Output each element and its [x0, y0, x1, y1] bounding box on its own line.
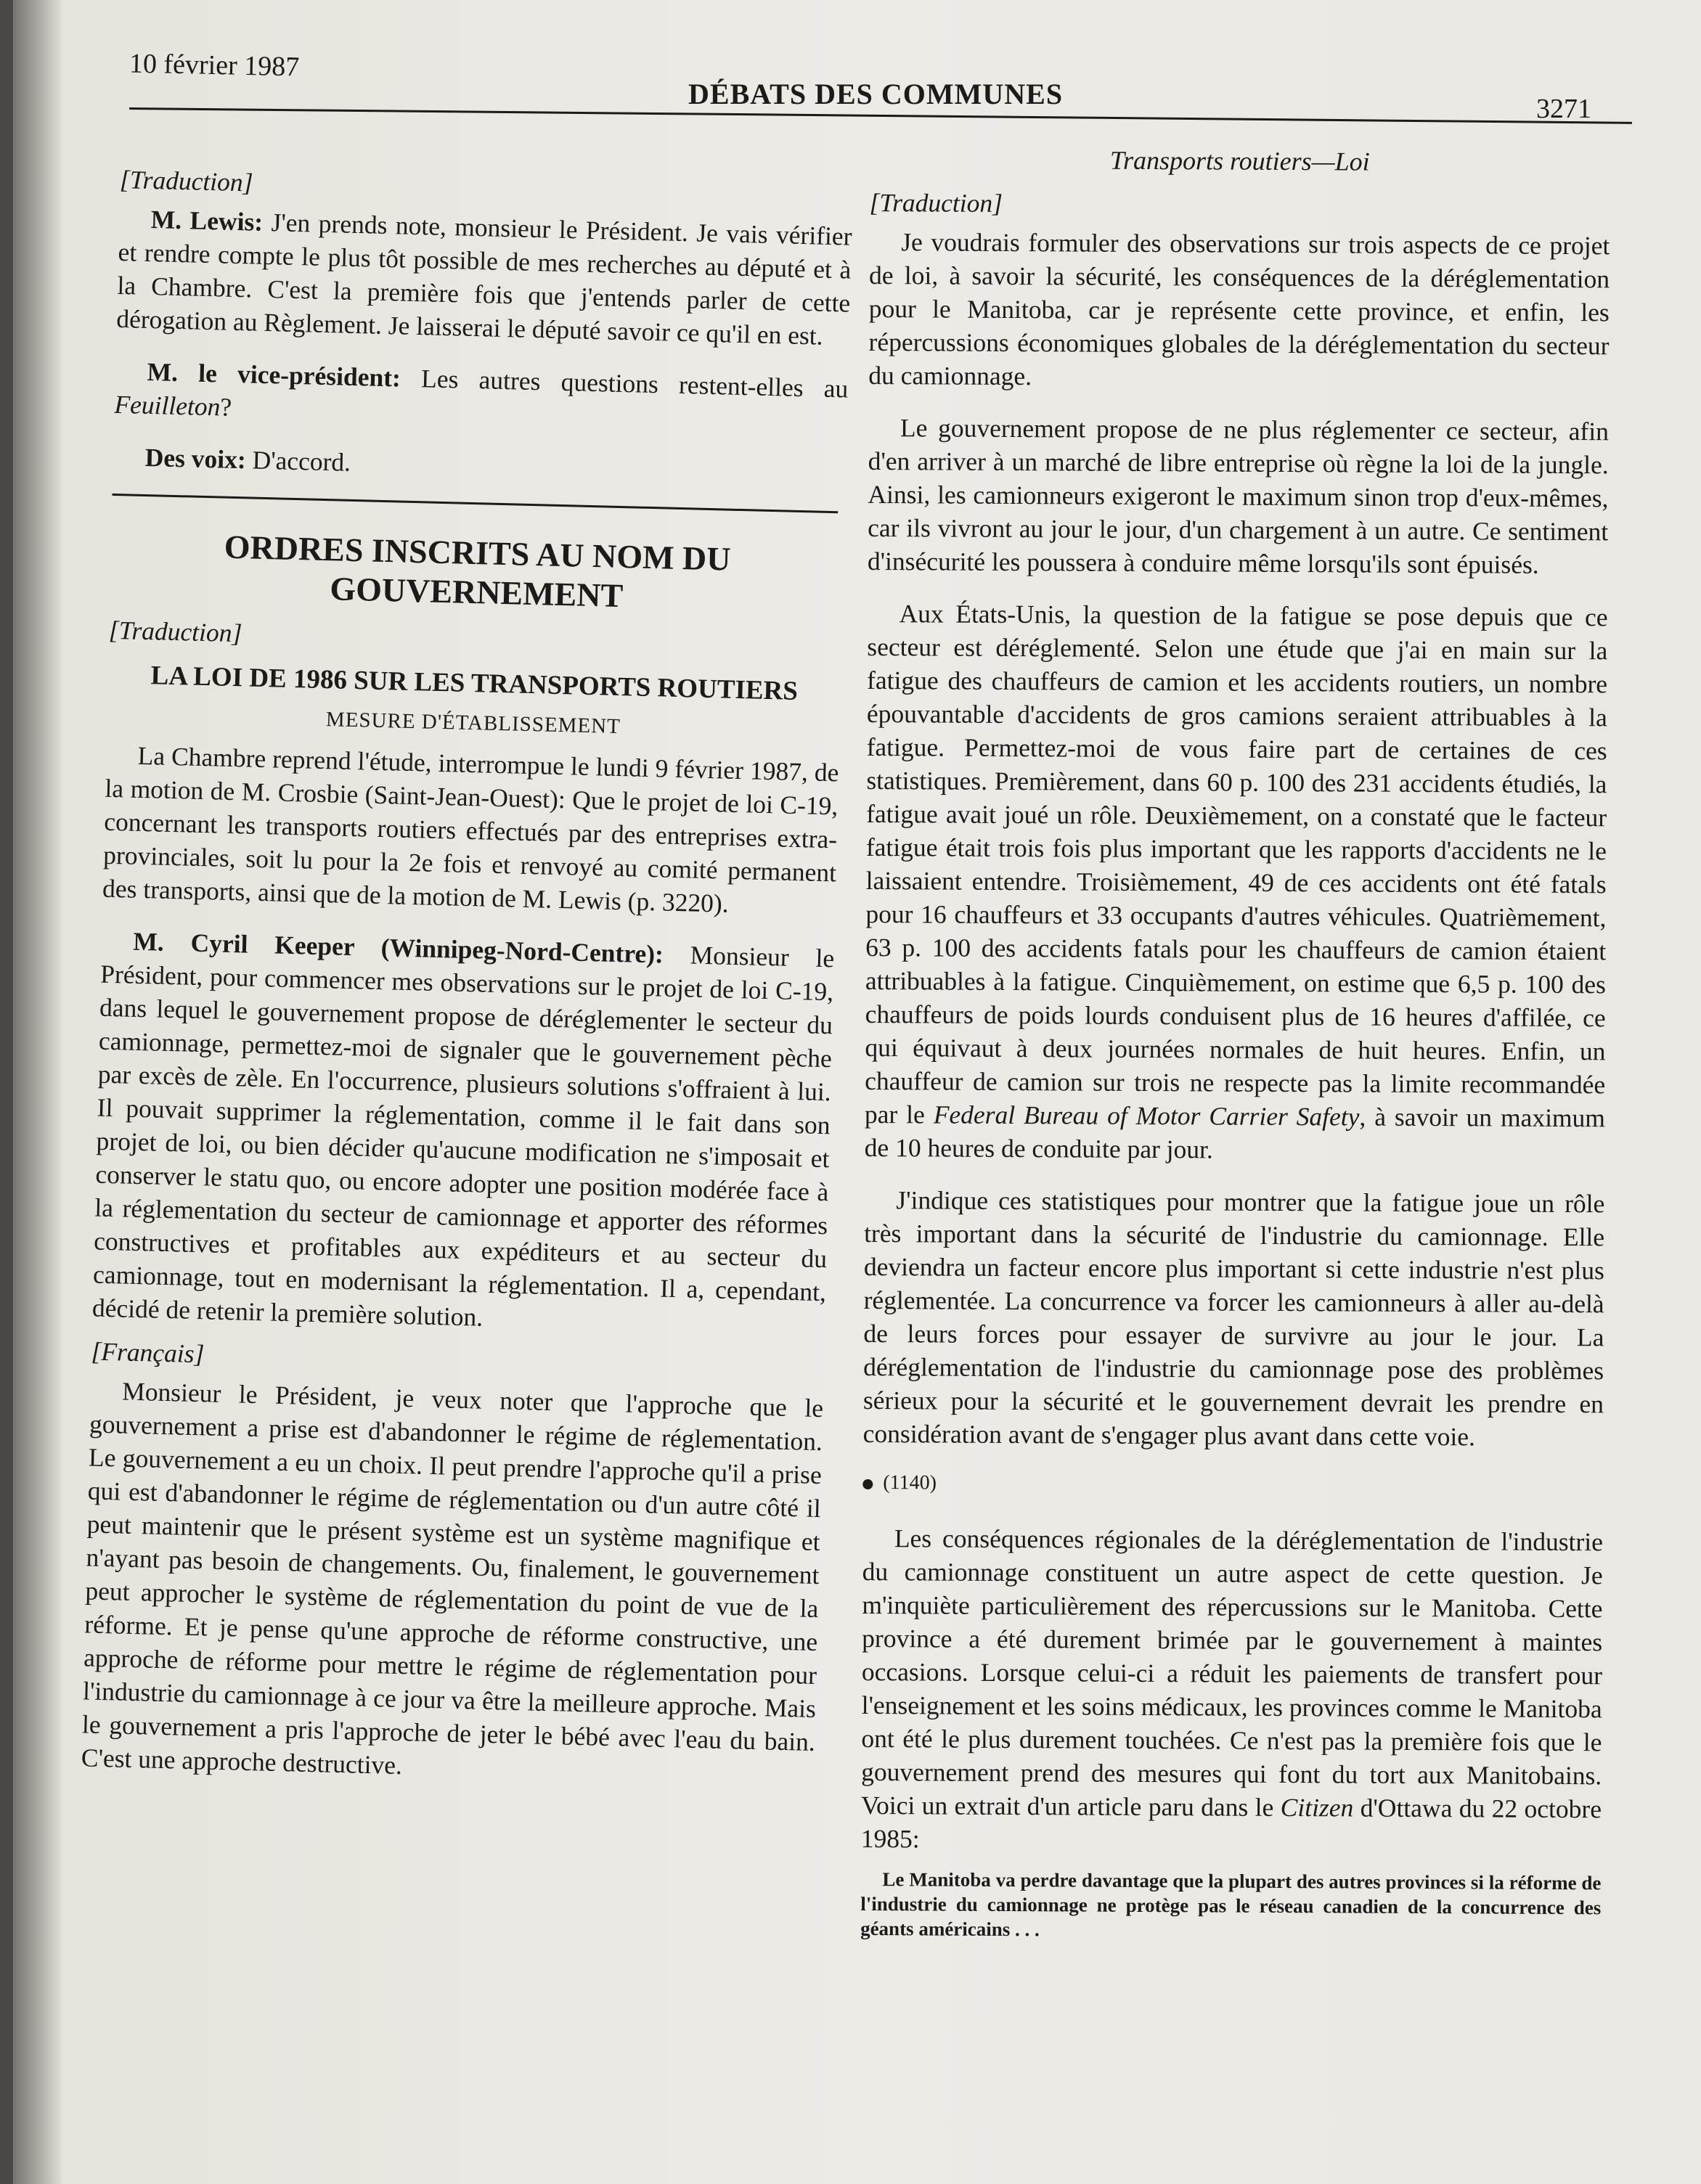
speech-text: Les autres questions restent-elles au [420, 364, 849, 404]
right-column [860, 142, 1610, 1944]
keeper-paragraph [92, 924, 835, 1343]
speaker-name: M. Lewis: [150, 205, 264, 237]
time-marker [862, 1466, 1603, 1503]
section-heading-line2: GOUVERNEMENT [329, 570, 624, 615]
speech-text: D'accord. [252, 445, 351, 477]
speech-text-italic: Feuilleton [114, 389, 221, 422]
time-marker-text: (1140) [883, 1471, 937, 1494]
lewis-paragraph [116, 202, 852, 353]
speech-text: ? [219, 392, 232, 422]
header-title: DÉBATS DES COMMUNES [688, 78, 1064, 110]
paragraph-3 [865, 597, 1608, 1168]
speech-text: J'en prends note, monsieur le Président. Je vais vérifier et rendre compte le plus tôt possible de mes recherches au député et à la Chambre. C'est la première fois que j'entends parler de cette dérogation au Règlement. Je laisserai le député savoir ce qu'il en est. [115, 208, 852, 351]
speaker-name: Des voix: [144, 442, 247, 475]
block-quote: Le Manitoba va perdre davantage que la plupart des autres provinces si la réforme de l'industrie du camionnage ne protège pas le réseau canadien de la concurrence des géants américains . . . [860, 1868, 1602, 1941]
chambre-paragraph: La Chambre reprend l'étude, interrompue le lundi 9 février 1987, de la motion de M. Crosbie (Saint-Jean-Ouest): Que le projet de loi C-19, concernant les transports routiers effectués par des entreprises extra-provinciales, soit lu pour la 2e fois et renvoyé au comité permanent des transports, ainsi que de la motion de M. Lewis (p. 3220). [102, 740, 839, 918]
paragraph-5 [861, 1521, 1603, 1859]
text-run-italic: Citizen [1280, 1792, 1354, 1823]
running-head: Transports routiers—Loi [1109, 145, 1370, 176]
text-run-italic: Federal Bureau of Motor Carrier Safety [933, 1100, 1360, 1132]
header-date: 10 février 1987 [129, 48, 300, 83]
bill-title: LA LOI DE 1986 SUR LES TRANSPORTS ROUTIERS [150, 660, 799, 707]
paragraph-4: J'indique ces statistiques pour montrer que la fatigue joue un rôle très important dans la sécurité de l'industrie du camionnage. Elle deviendra un facteur encore plus important si cette industrie n'est plus réglementée. La concurrence va forcer les camionneurs à aller au-delà de leurs forces pour essayer de survivre au jour le jour. La déréglementation de l'industrie du camionnage pose des problèmes sérieux pour la sécurité et le gouvernement devrait les prendre en considération avant de s'engager plus avant dans cette voie. [862, 1185, 1605, 1452]
language-marker: [Français] [91, 1336, 205, 1369]
left-column [81, 152, 853, 1792]
document-page [13, 0, 1701, 2184]
monsieur-paragraph: Monsieur le Président, je veux noter que l'approche que le gouvernement a prise est d'abandonner le régime de réglementation. Le gouvernement a eu un choix. Il peut prendre l'approche qu'il a prise qui est d'abandonner le régime de réglementation ou d'un autre côté il peut maintenir que le présent système est un système magnifique et n'ayant pas besoin de changements. Ou, finalement, le gouvernement peut approcher le système de réglementation du point de vue de la réforme. Et je pense qu'une approche de réforme constructive, une approche de réforme pour mettre le régime de réglementation pour l'industrie du camionnage à ce jour va être la meilleure approche. Mais le gouvernement a pris l'approche de jeter le bébé avec l'eau du bain. C'est une approche destructive. [81, 1376, 824, 1780]
binding-shadow [13, 0, 64, 2184]
speaker-name: M. Cyril Keeper (Winnipeg-Nord-Centre): [132, 926, 664, 969]
text-run: , à savoir un maximum de 10 heures de conduite par jour. [864, 1102, 1606, 1164]
text-run: Aux États-Unis, la question de la fatigue se pose depuis que ce secteur est déréglementé. Selon une étude que j'ai en main sur la fatigue des chauffeurs de camion et les accidents routiers, un nombre épouvantable d'accidents de gros camions seraient attribuables à la fatigue. Permettez-moi de vous faire part de certaines de ces statistiques. Premièrement, dans 60 p. 100 des 231 accidents étudiés, la fatigue avait joué un rôle. Deuxièmement, on a constaté que le facteur fatigue était trois fois plus important que les rapports d'accidents ne le laissaient entendre. Troisièmement, 49 de ces accidents ont été fatals pour 16 chauffeurs et 33 occupants d'autres véhicules. Quatrièmement, 63 p. 100 des accidents fatals pour les chauffeurs de camion étaient attribuables à la fatigue. Cinquièmement, on estime que 6,5 p. 100 des chauffeurs de poids lourds conduisent plus de 16 heures d'affilée, ce qui équivaut à deux journées normales de huit heures. Enfin, un chauffeur de camion sur trois ne respecte pas la limite recommandée par le [864, 599, 1608, 1129]
speaker-name: M. le vice-président: [147, 356, 401, 393]
speech-text: Monsieur le Président, pour commencer mes observations sur le projet de loi C-19, dans lequel le gouvernement propose de déréglementer le secteur du camionnage, permettez-moi de signaler que le gouvernement pèche par excès de zèle. En l'occurrence, plusieurs solutions s'offraient à lui. Il pouvait supprimer la réglementation, comme il le fait dans son projet de loi, ou bien décider qu'aucune modification ne s'imposait et conserver le statu quo, ou encore adopter une position modérée face à la réglementation du secteur de camionnage et apporter des réformes constructives et profitables aux expéditeurs et au secteur du camionnage, tout en modernisant la réglementation. Il a, cependant, décidé de retenir la première solution. [91, 940, 835, 1332]
translation-marker: [Traduction] [119, 164, 253, 197]
header-page-number: 3271 [1536, 94, 1591, 124]
paragraph-1: Je voudrais formuler des observations sur trois aspects de ce projet de loi, à savoir la sécurité, les conséquences de la déréglementation pour le Manitoba, car je représente cette province, et enfin, les répercussions économiques globales de la déréglementation du secteur du camionnage. [868, 227, 1610, 391]
translation-marker: [Traduction] [108, 615, 242, 648]
section-heading-line1: ORDRES INSCRITS AU NOM DU [224, 528, 732, 578]
paragraph-2: Le gouvernement propose de ne plus réglementer ce secteur, afin d'en arriver à un marché de libre entreprise où règne la loi de la jungle. Ainsi, les camionneurs exigeront le maximum sinon trop d'eux-mêmes, car ils vivront au jour le jour, d'un chargement à un autre. Ce sentiment d'insécurité les poussera à conduire même lorsqu'ils sont épuisés. [867, 413, 1610, 579]
bill-subtitle: MESURE D'ÉTABLISSEMENT [325, 708, 621, 739]
bullet-icon [862, 1479, 873, 1489]
translation-marker: [Traduction] [869, 187, 1003, 218]
text-run: Les conséquences régionales de la déréglementation de l'industrie du camionnage constituent un autre aspect de cette question. Je m'inquiète particulièrement des répercussions sur le Manitoba. Cette province a été durement brimée par le gouvernement à maintes occasions. Lorsque celui-ci a réduit les paiements de transfert pour l'enseignement et les soins médicaux, les provinces comme le Manitoba ont été le plus durement touchées. Ce n'est pas la première fois que le gouvernement prend des mesures qui font du tort aux Manitobains. Voici un extrait d'un article paru dans le [860, 1524, 1604, 1822]
text-run: d'Ottawa du 22 octobre 1985: [860, 1793, 1602, 1854]
section-heading [110, 525, 844, 621]
section-divider [112, 494, 838, 513]
